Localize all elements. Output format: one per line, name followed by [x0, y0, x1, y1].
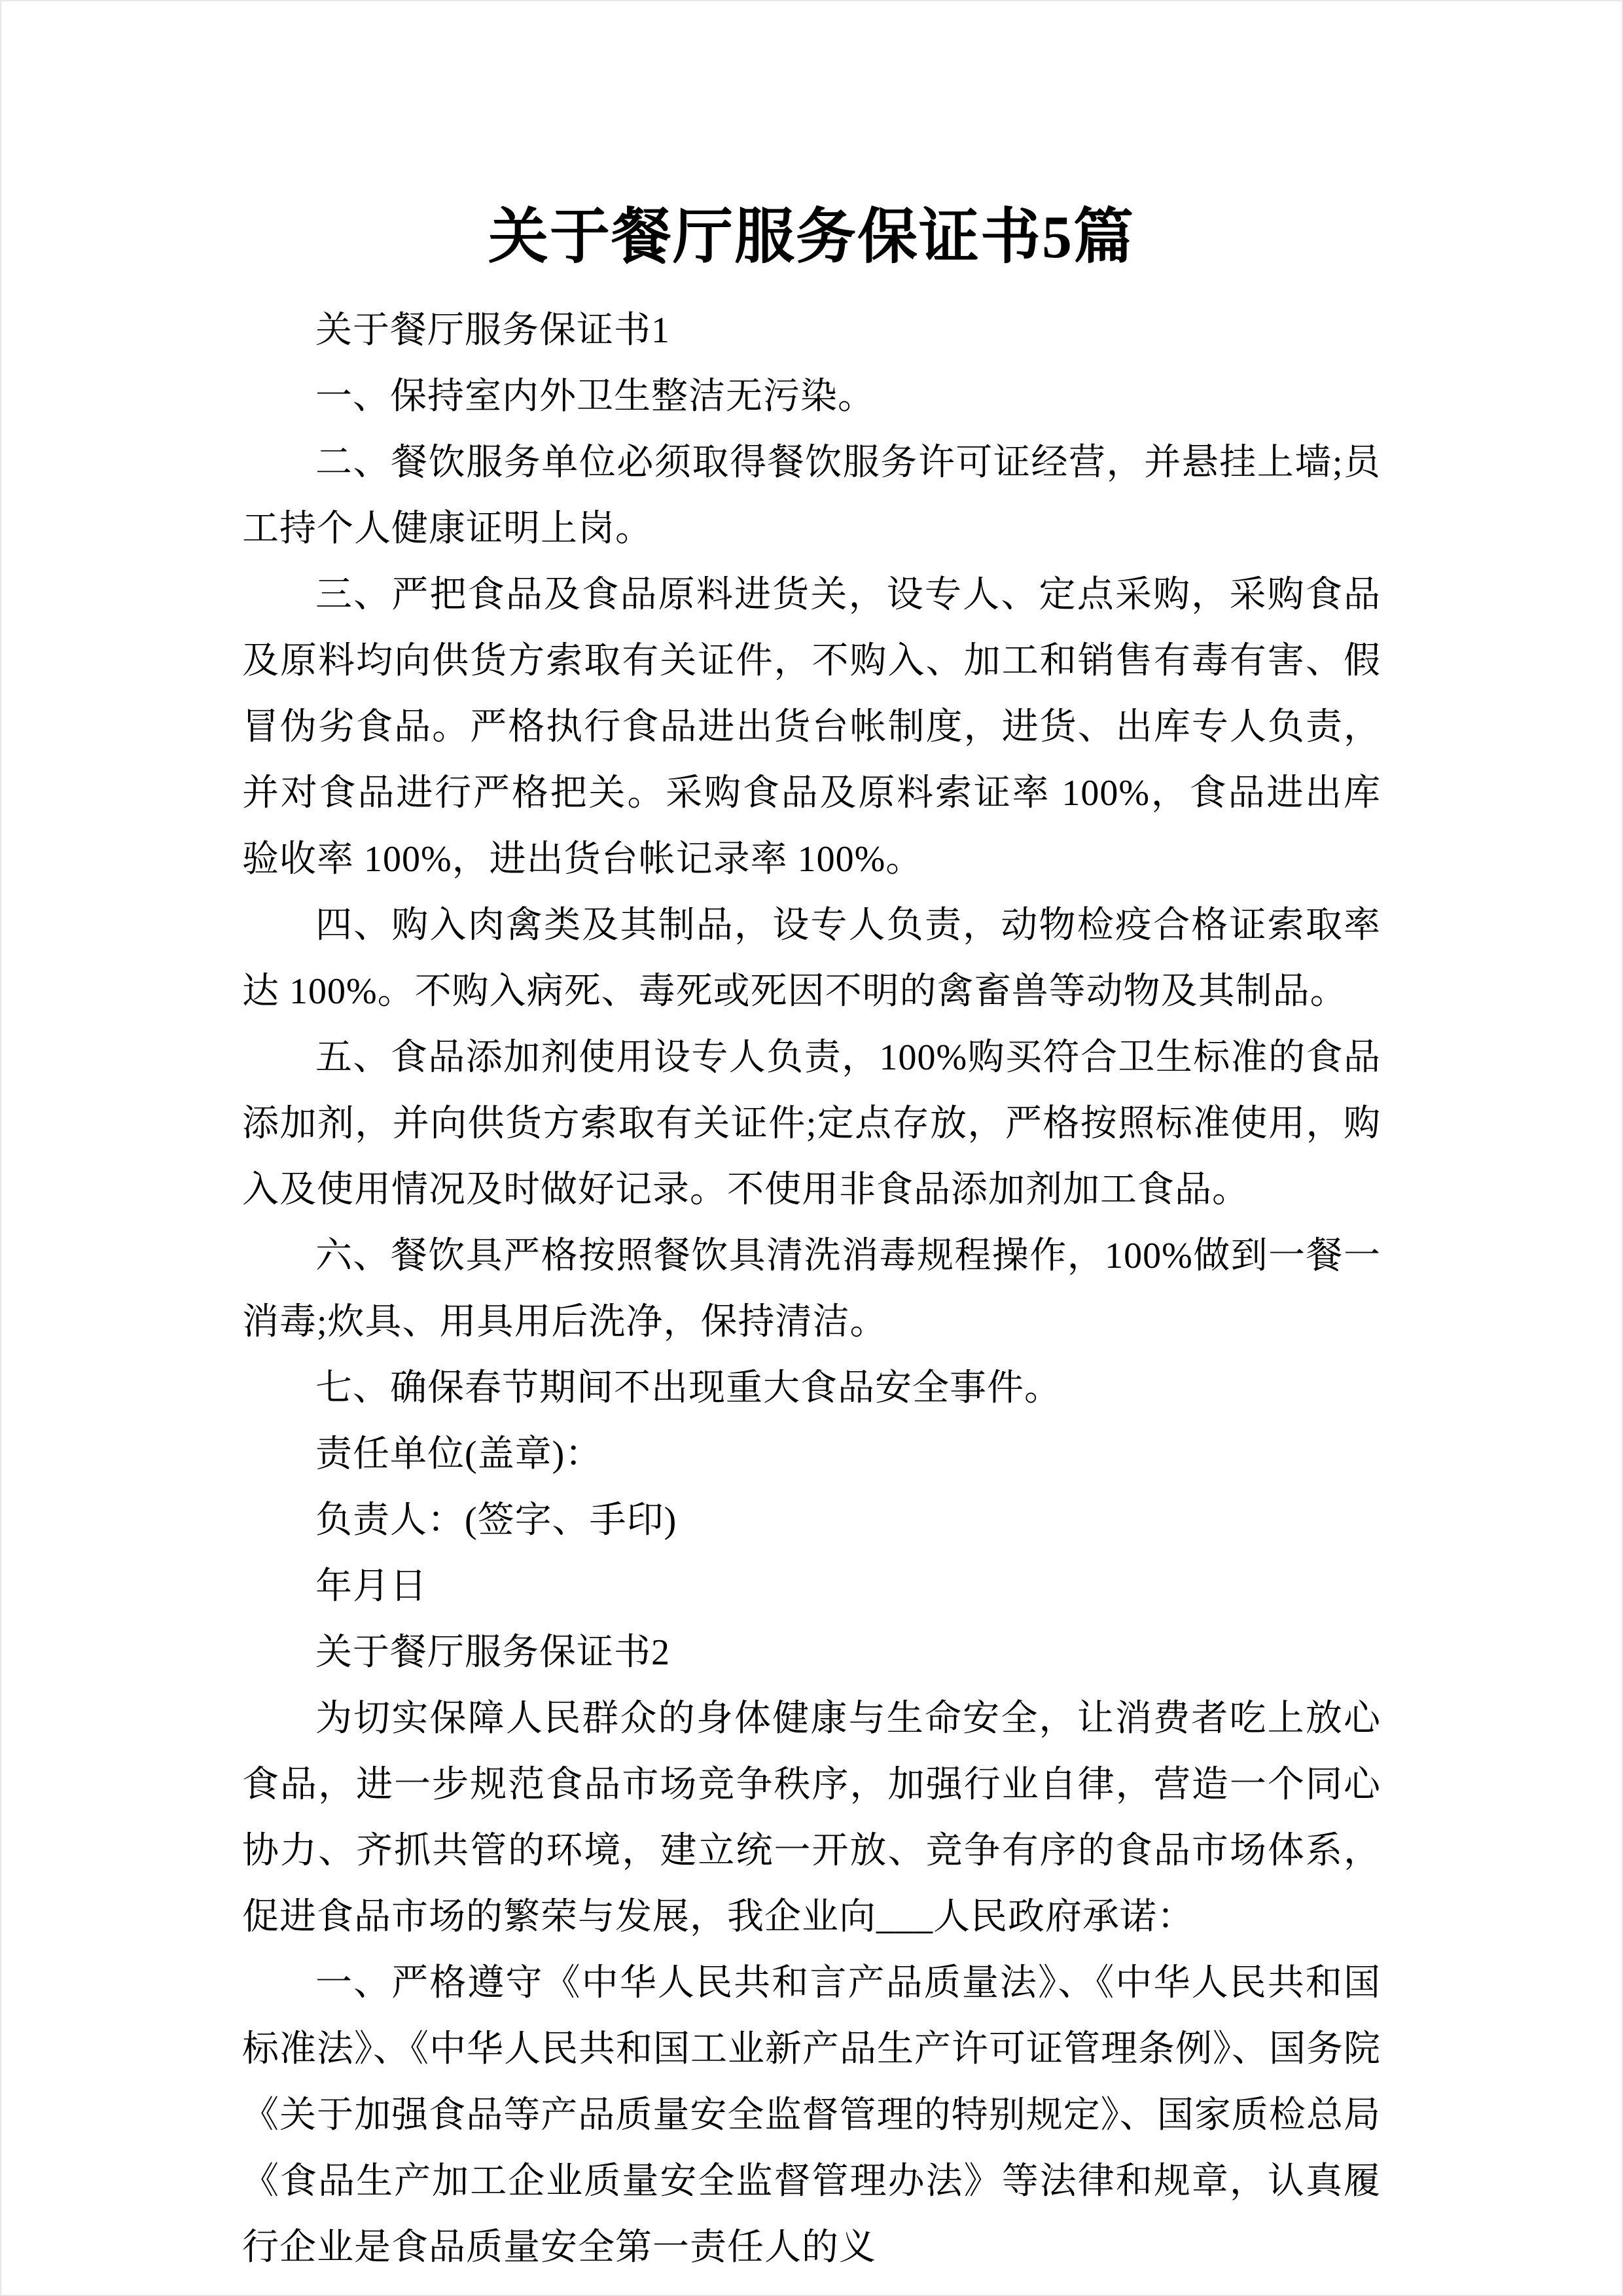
paragraph: 关于餐厅服务保证书2: [315, 1632, 670, 1673]
paragraph: 年月日: [315, 1566, 427, 1607]
paragraph-list: [242, 298, 1381, 2281]
paragraph: 四、购入肉禽类及其制品，设专人负责，动物检疫合格证索取率达 100%。不购入病死、毒死或死因不明的禽畜兽等动物及其制品。: [242, 905, 1381, 1012]
paragraph: 三、严把食品及食品原料进货关，设专人、定点采购，采购食品及原料均向供货方索取有关证件，不购入、加工和销售有毒有害、假冒伪劣食品。严格执行食品进出货台帐制度，进货、出库专人负责，并对食品进行严格把关。采购食品及原料索证率 100%，食品进出库验收率 100%，进出货台帐记录率 100%。: [242, 575, 1381, 880]
paragraph: 一、保持室内外卫生整洁无污染。: [315, 376, 875, 417]
paragraph: 一、严格遵守《中华人民共和言产品质量法》、《中华人民共和国标准法》、《中华人民共和国工业新产品生产许可证管理条例》、国务院《关于加强食品等产品质量安全监督管理的特别规定》、国家质检总局《食品生产加工企业质量安全监督管理办法》等法律和规章，认真履行企业是食品质量安全第一责任人的义: [242, 1963, 1381, 2268]
paragraph: 关于餐厅服务保证书1: [315, 310, 670, 351]
document-content: [1, 1, 1622, 2281]
paragraph: 负责人：(签字、手印): [315, 1500, 677, 1541]
paragraph: 二、餐饮服务单位必须取得餐饮服务许可证经营，并悬挂上墙;员工持个人健康证明上岗。: [242, 442, 1381, 549]
paragraph: 为切实保障人民群众的身体健康与生命安全，让消费者吃上放心食品，进一步规范食品市场竞争秩序，加强行业自律，营造一个同心协力、齐抓共管的环境，建立统一开放、竞争有序的食品市场体系，促进食品市场的繁荣与发展，我企业向___人民政府承诺：: [242, 1698, 1381, 1937]
document-title: 关于餐厅服务保证书5篇: [488, 204, 1135, 270]
paragraph: 七、确保春节期间不出现重大食品安全事件。: [315, 1368, 1061, 1408]
paragraph: 责任单位(盖章)：: [315, 1434, 603, 1475]
paragraph: 五、食品添加剂使用设专人负责，100%购买符合卫生标准的食品添加剂，并向供货方索取有关证件;定点存放，严格按照标准使用，购入及使用情况及时做好记录。不使用非食品添加剂加工食品。: [242, 1037, 1381, 1210]
paragraph: 六、餐饮具严格按照餐饮具清洗消毒规程操作，100%做到一餐一消毒;炊具、用具用后洗净，保持清洁。: [242, 1236, 1381, 1342]
